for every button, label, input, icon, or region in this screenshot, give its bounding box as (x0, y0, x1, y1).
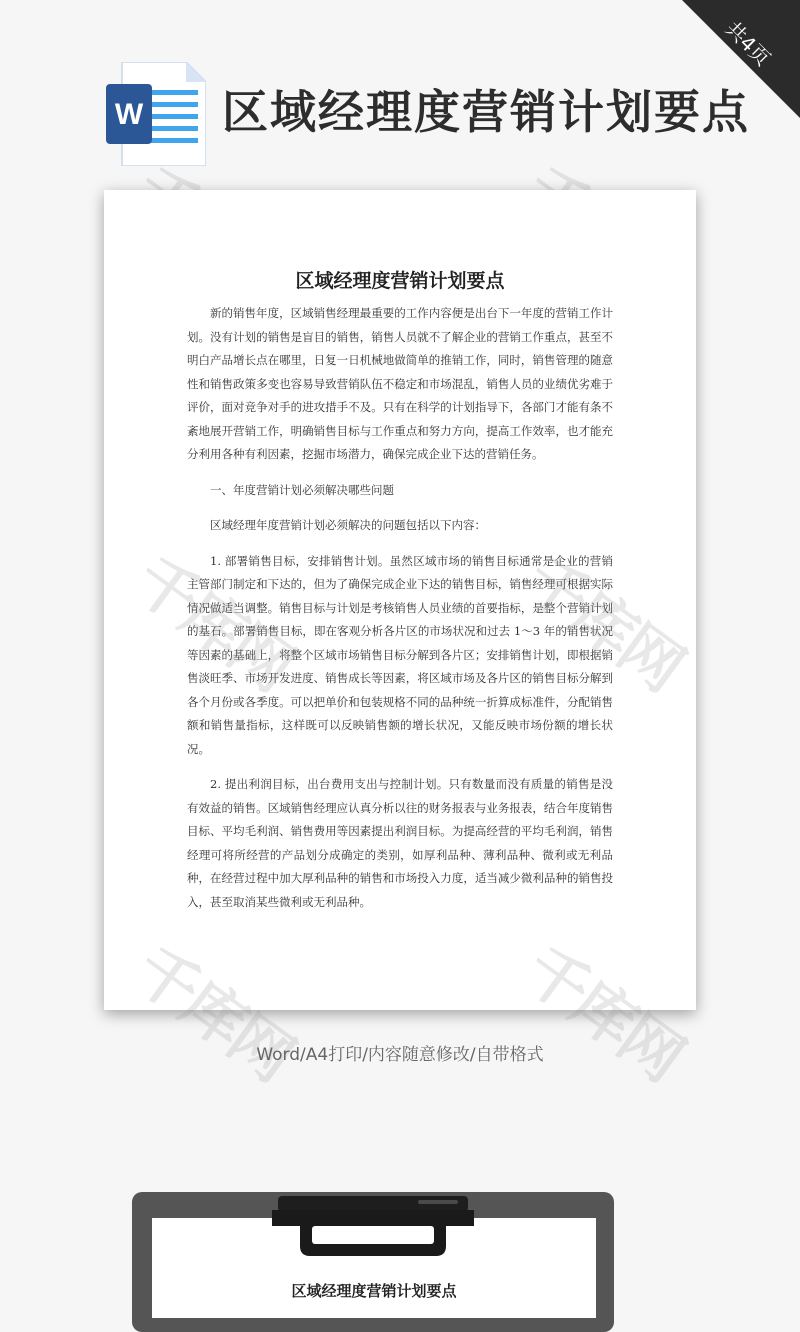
paragraph-item-2: 2. 提出利润目标，出台费用支出与控制计划。只有数量而没有质量的销售是没有效益的销售。区域销售经理应认真分析以往的财务报表与业务报表，结合年度销售目标、平均毛利润、销售费用等因素提出利润目标。为提高经营的平均毛利润，销售经理可将所经营的产品划分成确定的类别，如厚利品种、薄利品种、微利或无利品种，在经营过程中加大厚利品种的销售和市场投入力度，适当减少微利品种的销售投入，甚至取消某些微利或无利品种。 (187, 777, 613, 909)
document-title: 区域经理度营销计划要点 (295, 270, 505, 292)
clipboard-document-title: 区域经理度营销计划要点 (291, 1282, 457, 1300)
header-title: 区域经理度营销计划要点 (222, 85, 750, 139)
document-body (187, 302, 613, 926)
section-heading: 一、年度营销计划必须解决哪些问题 (210, 482, 394, 497)
paragraph-intro: 新的销售年度，区域销售经理最重要的工作内容便是出台下一年度的营销工作计划。没有计划的销售是盲目的销售，销售人员就不了解企业的营销工作重点，甚至不明白产品增长点在哪里，日复一日机械地做简单的推销工作，同时，销售管理的随意性和销售政策多变也容易导致营销队伍不稳定和市场混乱，销售人员的业绩优劣难于评价，面对竞争对手的进攻措手不及。只有在科学的计划指导下，各部门才能有条不紊地展开营销工作，明确销售目标与工作重点和努力方向，提高工作效率，也才能充分利用各种有利因素，挖掘市场潜力，确保完成企业下达的营销任务。 (187, 306, 613, 461)
watermark: 千库网 (121, 932, 305, 1094)
page-count-label: 共4页 (720, 16, 776, 71)
paragraph-item-1: 1. 部署销售目标，安排销售计划。虽然区域市场的销售目标通常是企业的营销主管部门制定和下达的，但为了确保完成企业下达的销售目标，销售经理可根据实际情况做适当调整。销售目标与计划是考核销售人员业绩的首要指标，是整个营销计划的基石。部署销售目标，即在客观分析各片区的市场状况和过去 1～3 年的销售状况等因素的基础上，将整个区域市场销售目标分解到各片区；安排销售计划，即根据销售淡旺季、市场开发进度、销售成长等因素，将区域市场及各片区的销售目标分解到各个月份或各季度。可以把单价和包装规格不同的品种统一折算成标准件，分配销售额和销售量指标，这样既可以反映销售额的增长状况，又能反映市场份额的增长状况。 (187, 553, 613, 756)
watermark: 千库网 (511, 542, 695, 704)
clipboard-clip-icon (268, 1196, 478, 1258)
paragraph-lead: 区域经理年度营销计划必须解决的问题包括以下内容： (210, 518, 486, 532)
word-file-icon (106, 62, 206, 166)
document-preview (104, 190, 696, 1010)
word-letter: W (114, 98, 144, 131)
watermark: 千库网 (121, 542, 305, 704)
watermark: 千库网 (511, 932, 695, 1094)
feature-caption: Word/A4打印/内容随意修改/自带格式 (256, 1045, 544, 1065)
